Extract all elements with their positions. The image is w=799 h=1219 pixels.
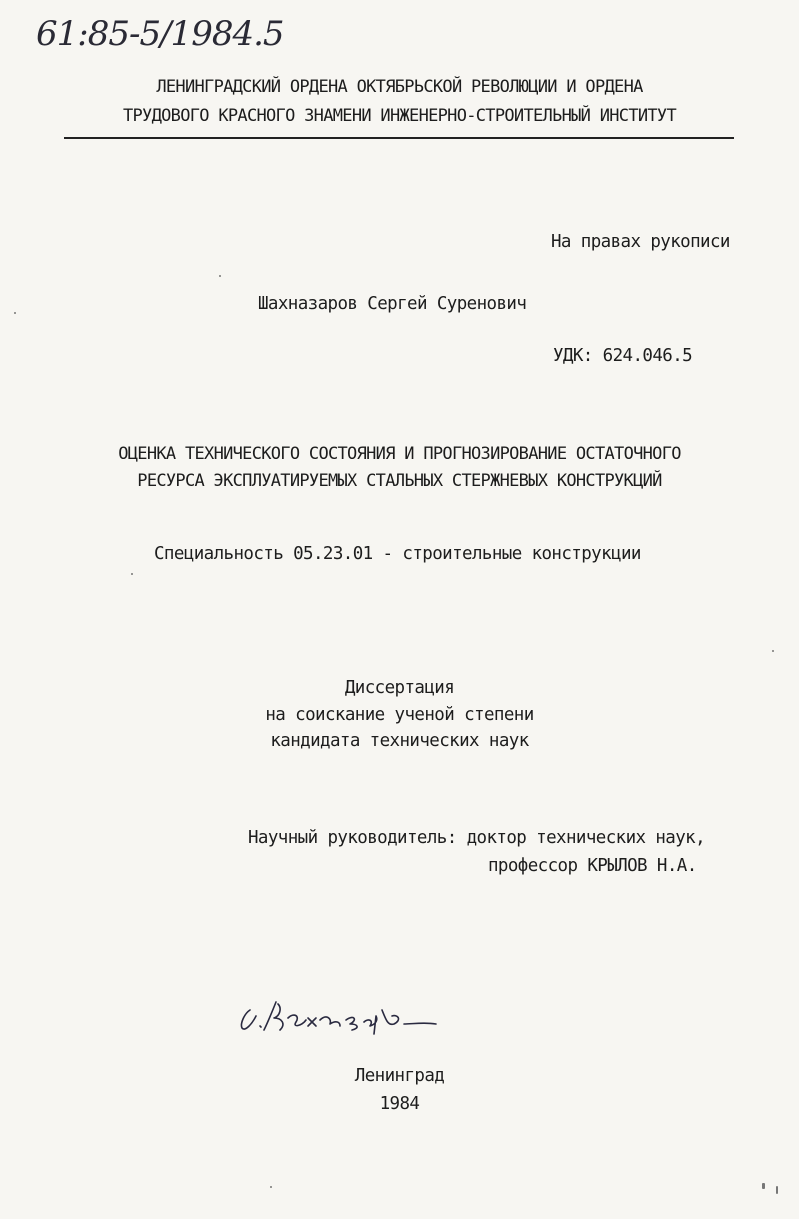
- title-line-2: РЕСУРСА ЭКСПЛУАТИРУЕМЫХ СТАЛЬНЫХ СТЕРЖНЕВЫХ КОНСТРУКЦИЙ: [137, 471, 662, 491]
- scan-speck: [219, 275, 221, 277]
- degree-line-1: на соискание ученой степени: [265, 705, 534, 725]
- year: 1984: [379, 1094, 420, 1114]
- scan-speck: [776, 1186, 778, 1194]
- dissertation-label: Диссертация: [344, 678, 455, 698]
- archive-handwritten-mark: 61:85-5/1984.5: [36, 14, 284, 54]
- header-divider: [64, 137, 734, 139]
- supervisor-line-1: Научный руководитель: доктор технических наук,: [248, 828, 706, 848]
- city: Ленинград: [354, 1066, 445, 1086]
- degree-line-2: кандидата технических наук: [270, 731, 529, 751]
- specialty: Специальность 05.23.01 - строительные конструкции: [154, 544, 641, 564]
- manuscript-rights-note: На правах рукописи: [551, 232, 730, 252]
- scan-speck: [772, 650, 774, 652]
- scan-speck: [762, 1183, 765, 1189]
- author-signature: [236, 990, 456, 1040]
- institute-line-2: ТРУДОВОГО КРАСНОГО ЗНАМЕНИ ИНЖЕНЕРНО-СТРОИТЕЛЬНЫЙ ИНСТИТУТ: [122, 106, 677, 126]
- udk-code: УДК: 624.046.5: [553, 346, 693, 366]
- title-line-1: ОЦЕНКА ТЕХНИЧЕСКОГО СОСТОЯНИЯ И ПРОГНОЗИРОВАНИЕ ОСТАТОЧНОГО: [118, 444, 681, 464]
- supervisor-line-2: профессор КРЫЛОВ Н.А.: [488, 856, 697, 876]
- institute-line-1: ЛЕНИНГРАДСКИЙ ОРДЕНА ОКТЯБРЬСКОЙ РЕВОЛЮЦИИ И ОРДЕНА: [156, 77, 643, 97]
- scan-speck: [270, 1186, 272, 1188]
- scan-speck: [131, 573, 133, 575]
- scan-speck: [14, 312, 16, 314]
- author-name: Шахназаров Сергей Суренович: [258, 294, 527, 314]
